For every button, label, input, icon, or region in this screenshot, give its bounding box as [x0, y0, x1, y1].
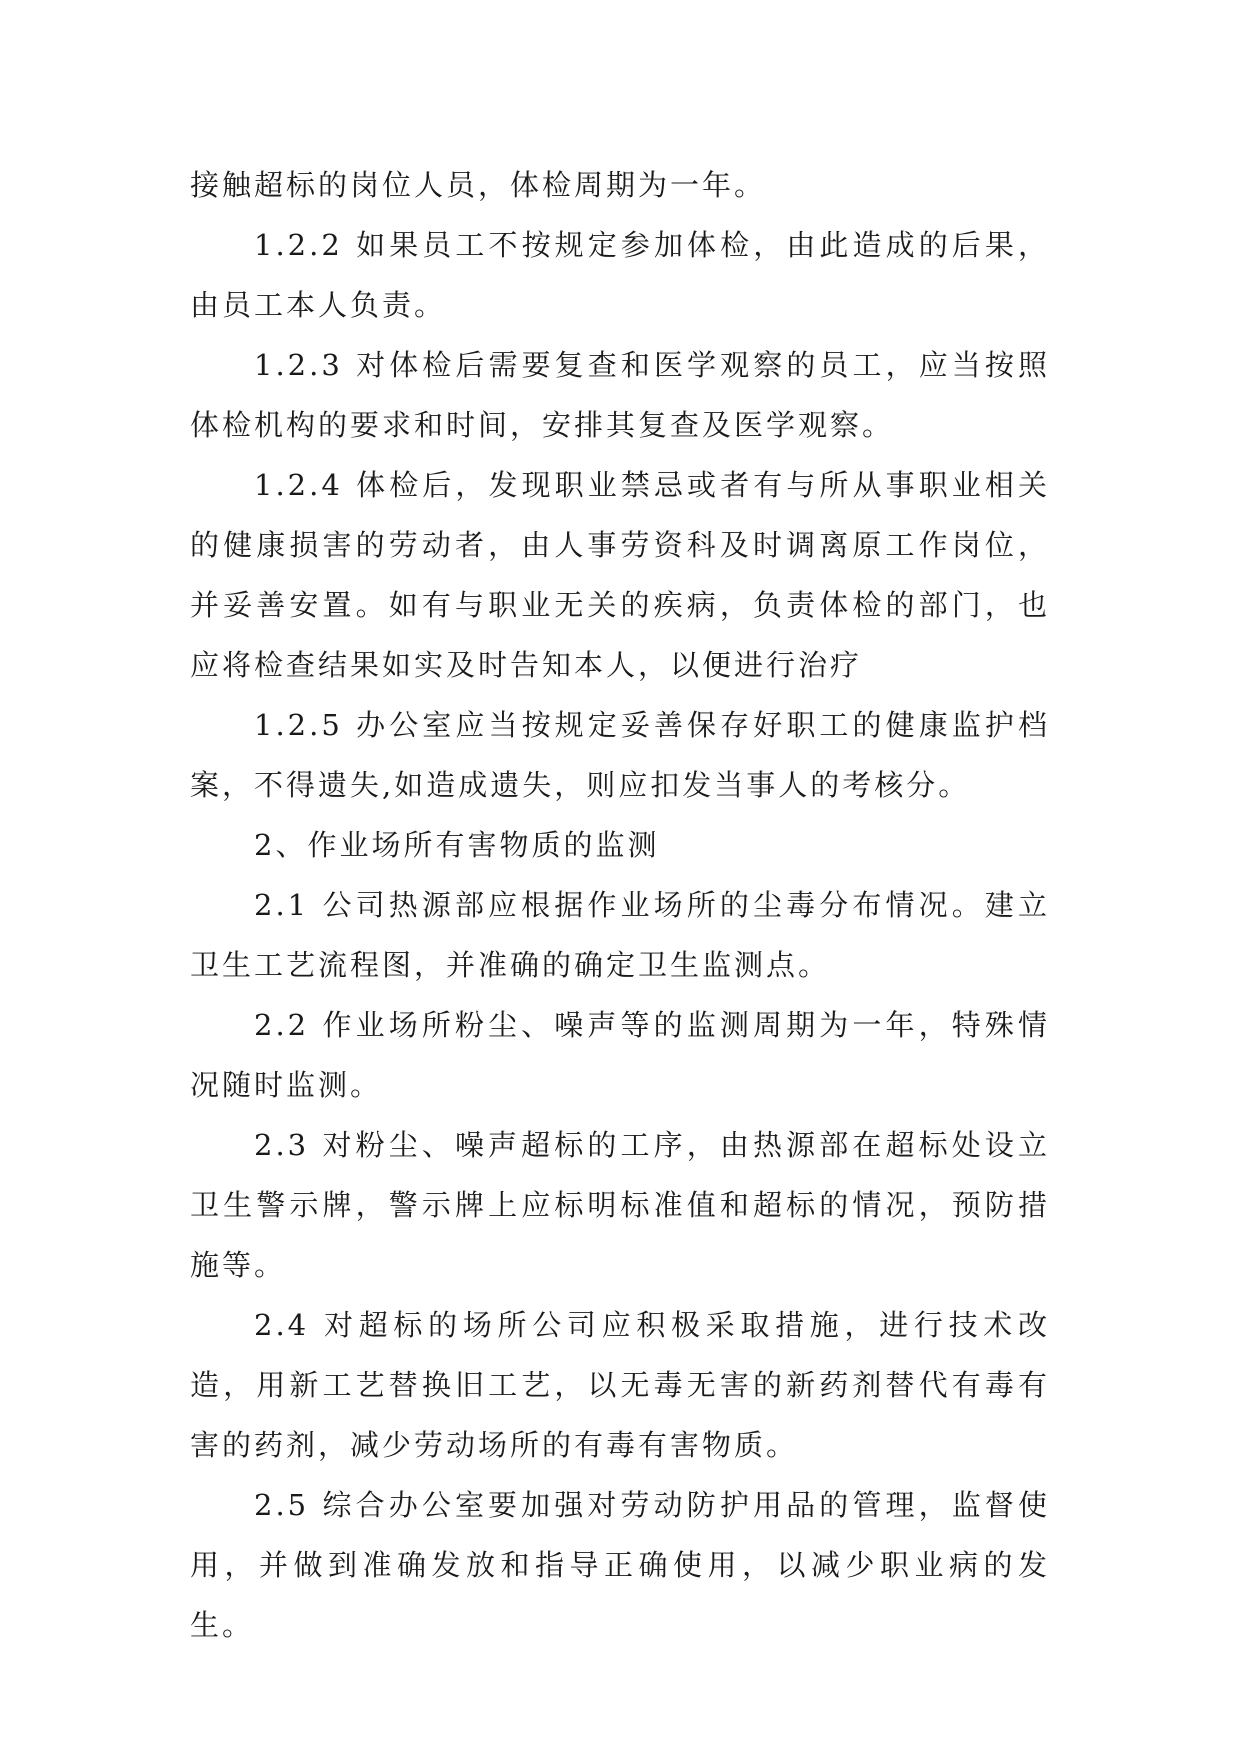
- paragraph-1-2-2: 1.2.2 如果员工不按规定参加体检，由此造成的后果，由员工本人负责。: [190, 228, 1050, 322]
- paragraph-2-2: 2.2 作业场所粉尘、噪声等的监测周期为一年，特殊情况随时监测。: [190, 1008, 1050, 1102]
- paragraph-1-2-5: 1.2.5 办公室应当按规定妥善保存好职工的健康监护档案，不得遗失,如造成遗失，则应扣发当事人的考核分。: [190, 708, 1050, 802]
- paragraph-2-1: 2.1 公司热源部应根据作业场所的尘毒分布情况。建立卫生工艺流程图，并准确的确定卫生监测点。: [190, 888, 1050, 982]
- paragraph-1-2-4: 1.2.4 体检后，发现职业禁忌或者有与所从事职业相关的健康损害的劳动者，由人事劳资科及时调离原工作岗位，并妥善安置。如有与职业无关的疾病，负责体检的部门，也应将检查结果如实及时告知本人，以便进行治疗: [190, 468, 1050, 682]
- paragraph-continuation: 接触超标的岗位人员，体检周期为一年。: [190, 168, 767, 202]
- paragraph-2-5: 2.5 综合办公室要加强对劳动防护用品的管理，监督使用，并做到准确发放和指导正确使用，以减少职业病的发生。: [190, 1488, 1050, 1642]
- section-heading-2: 2、作业场所有害物质的监测: [254, 828, 660, 862]
- paragraph-1-2-3: 1.2.3 对体检后需要复查和医学观察的员工，应当按照体检机构的要求和时间，安排其复查及医学观察。: [190, 348, 1050, 442]
- paragraph-2-4: 2.4 对超标的场所公司应积极采取措施，进行技术改造，用新工艺替换旧工艺，以无毒无害的新药剂替代有毒有害的药剂，减少劳动场所的有毒有害物质。: [190, 1308, 1050, 1462]
- document-body: [190, 155, 1050, 1655]
- paragraph-2-3: 2.3 对粉尘、噪声超标的工序，由热源部在超标处设立卫生警示牌，警示牌上应标明标准值和超标的情况，预防措施等。: [190, 1128, 1050, 1282]
